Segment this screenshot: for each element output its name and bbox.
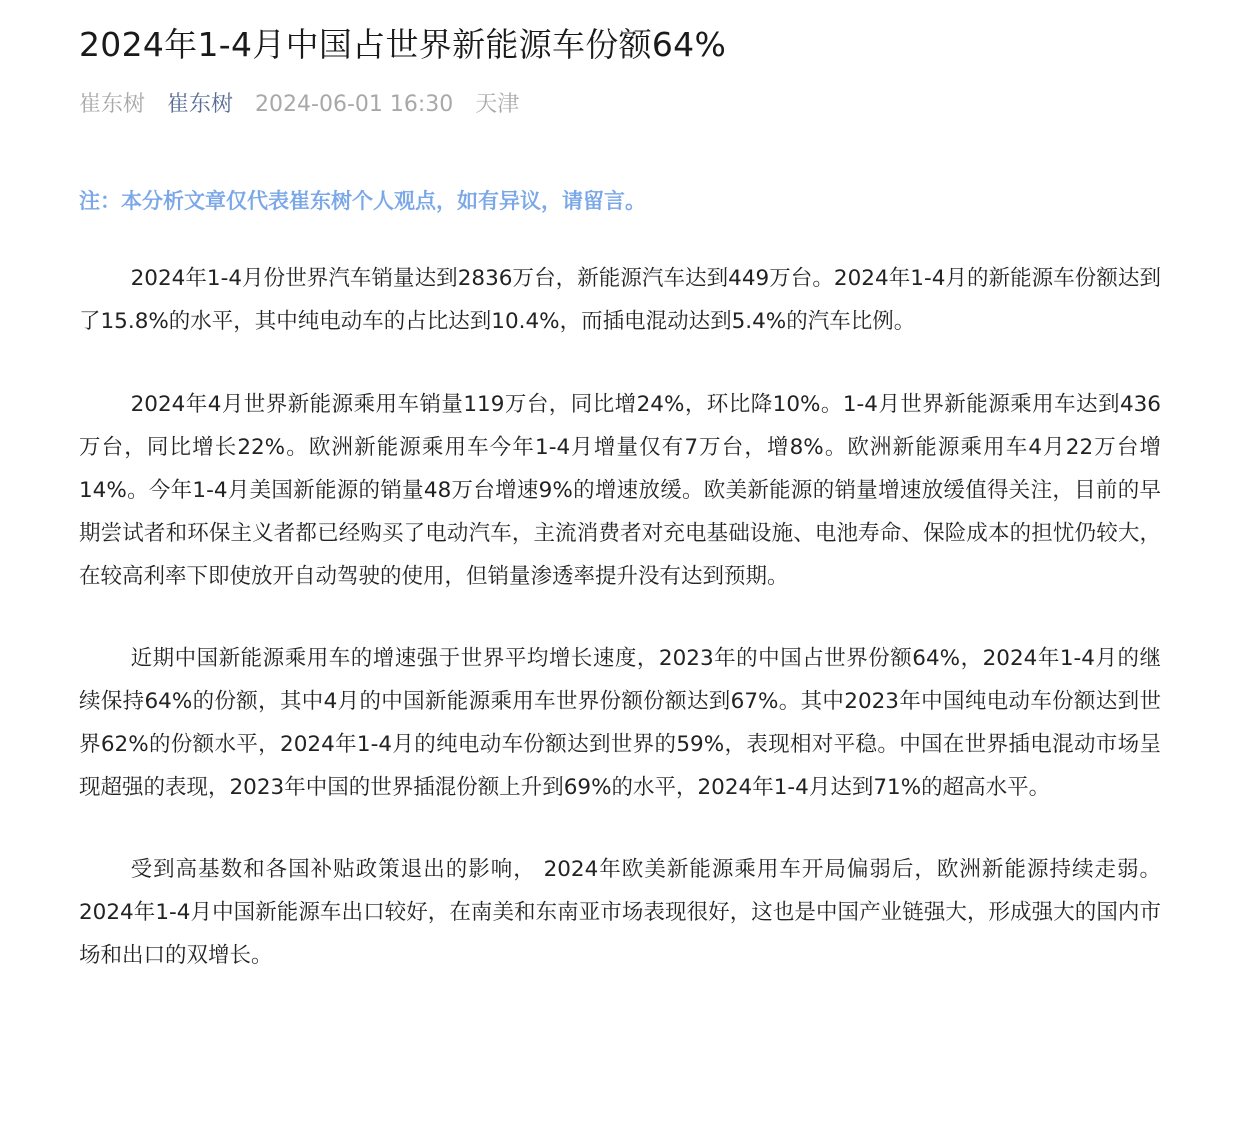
article: [79, 22, 1161, 977]
account-link[interactable]: 崔东树: [167, 92, 234, 117]
article-meta: [79, 90, 1161, 120]
paragraph-1: 2024年1-4月份世界汽车销量达到2836万台，新能源汽车达到449万台。2024年1-4月的新能源车份额达到了15.8%的水平，其中纯电动车的占比达到10.4%，而插电混动达到5.4%的汽车比例。: [79, 266, 1161, 334]
paragraph-4: 受到高基数和各国补贴政策退出的影响， 2024年欧美新能源乘用车开局偏弱后，欧洲新能源持续走弱。2024年1-4月中国新能源车出口较好，在南美和东南亚市场表现很好，这也是中国产业链强大，形成强大的国内市场和出口的双增长。: [79, 857, 1161, 968]
disclaimer-note: 注：本分析文章仅代表崔东树个人观点，如有异议，请留言。: [79, 188, 646, 213]
paragraph-2: 2024年4月世界新能源乘用车销量119万台，同比增24%，环比降10%。1-4月世界新能源乘用车达到436万台，同比增长22%。欧洲新能源乘用车今年1-4月增量仅有7万台，增8%。欧洲新能源乘用车4月22万台增14%。今年1-4月美国新能源的销量48万台增速9%的增速放缓。欧美新能源的销量增速放缓值得关注，目前的早期尝试者和环保主义者都已经购买了电动汽车，主流消费者对充电基础设施、电池寿命、保险成本的担忧仍较大，在较高利率下即使放开自动驾驶的使用，但销量渗透率提升没有达到预期。: [79, 392, 1161, 589]
article-title: 2024年1-4月中国占世界新能源车份额64%: [79, 25, 727, 64]
publish-datetime: 2024-06-01 16:30: [255, 92, 454, 117]
author-name: 崔东树: [79, 92, 146, 117]
paragraph-3: 近期中国新能源乘用车的增速强于世界平均增长速度，2023年的中国占世界份额64%，2024年1-4月的继续保持64%的份额，其中4月的中国新能源乘用车世界份额份额达到67%。其中2023年中国纯电动车份额达到世界62%的份额水平，2024年1-4月的纯电动车份额达到世界的59%，表现相对平稳。中国在世界插电混动市场呈现超强的表现，2023年中国的世界插混份额上升到69%的水平，2024年1-4月达到71%的超高水平。: [79, 646, 1161, 800]
publish-location: 天津: [475, 92, 520, 117]
